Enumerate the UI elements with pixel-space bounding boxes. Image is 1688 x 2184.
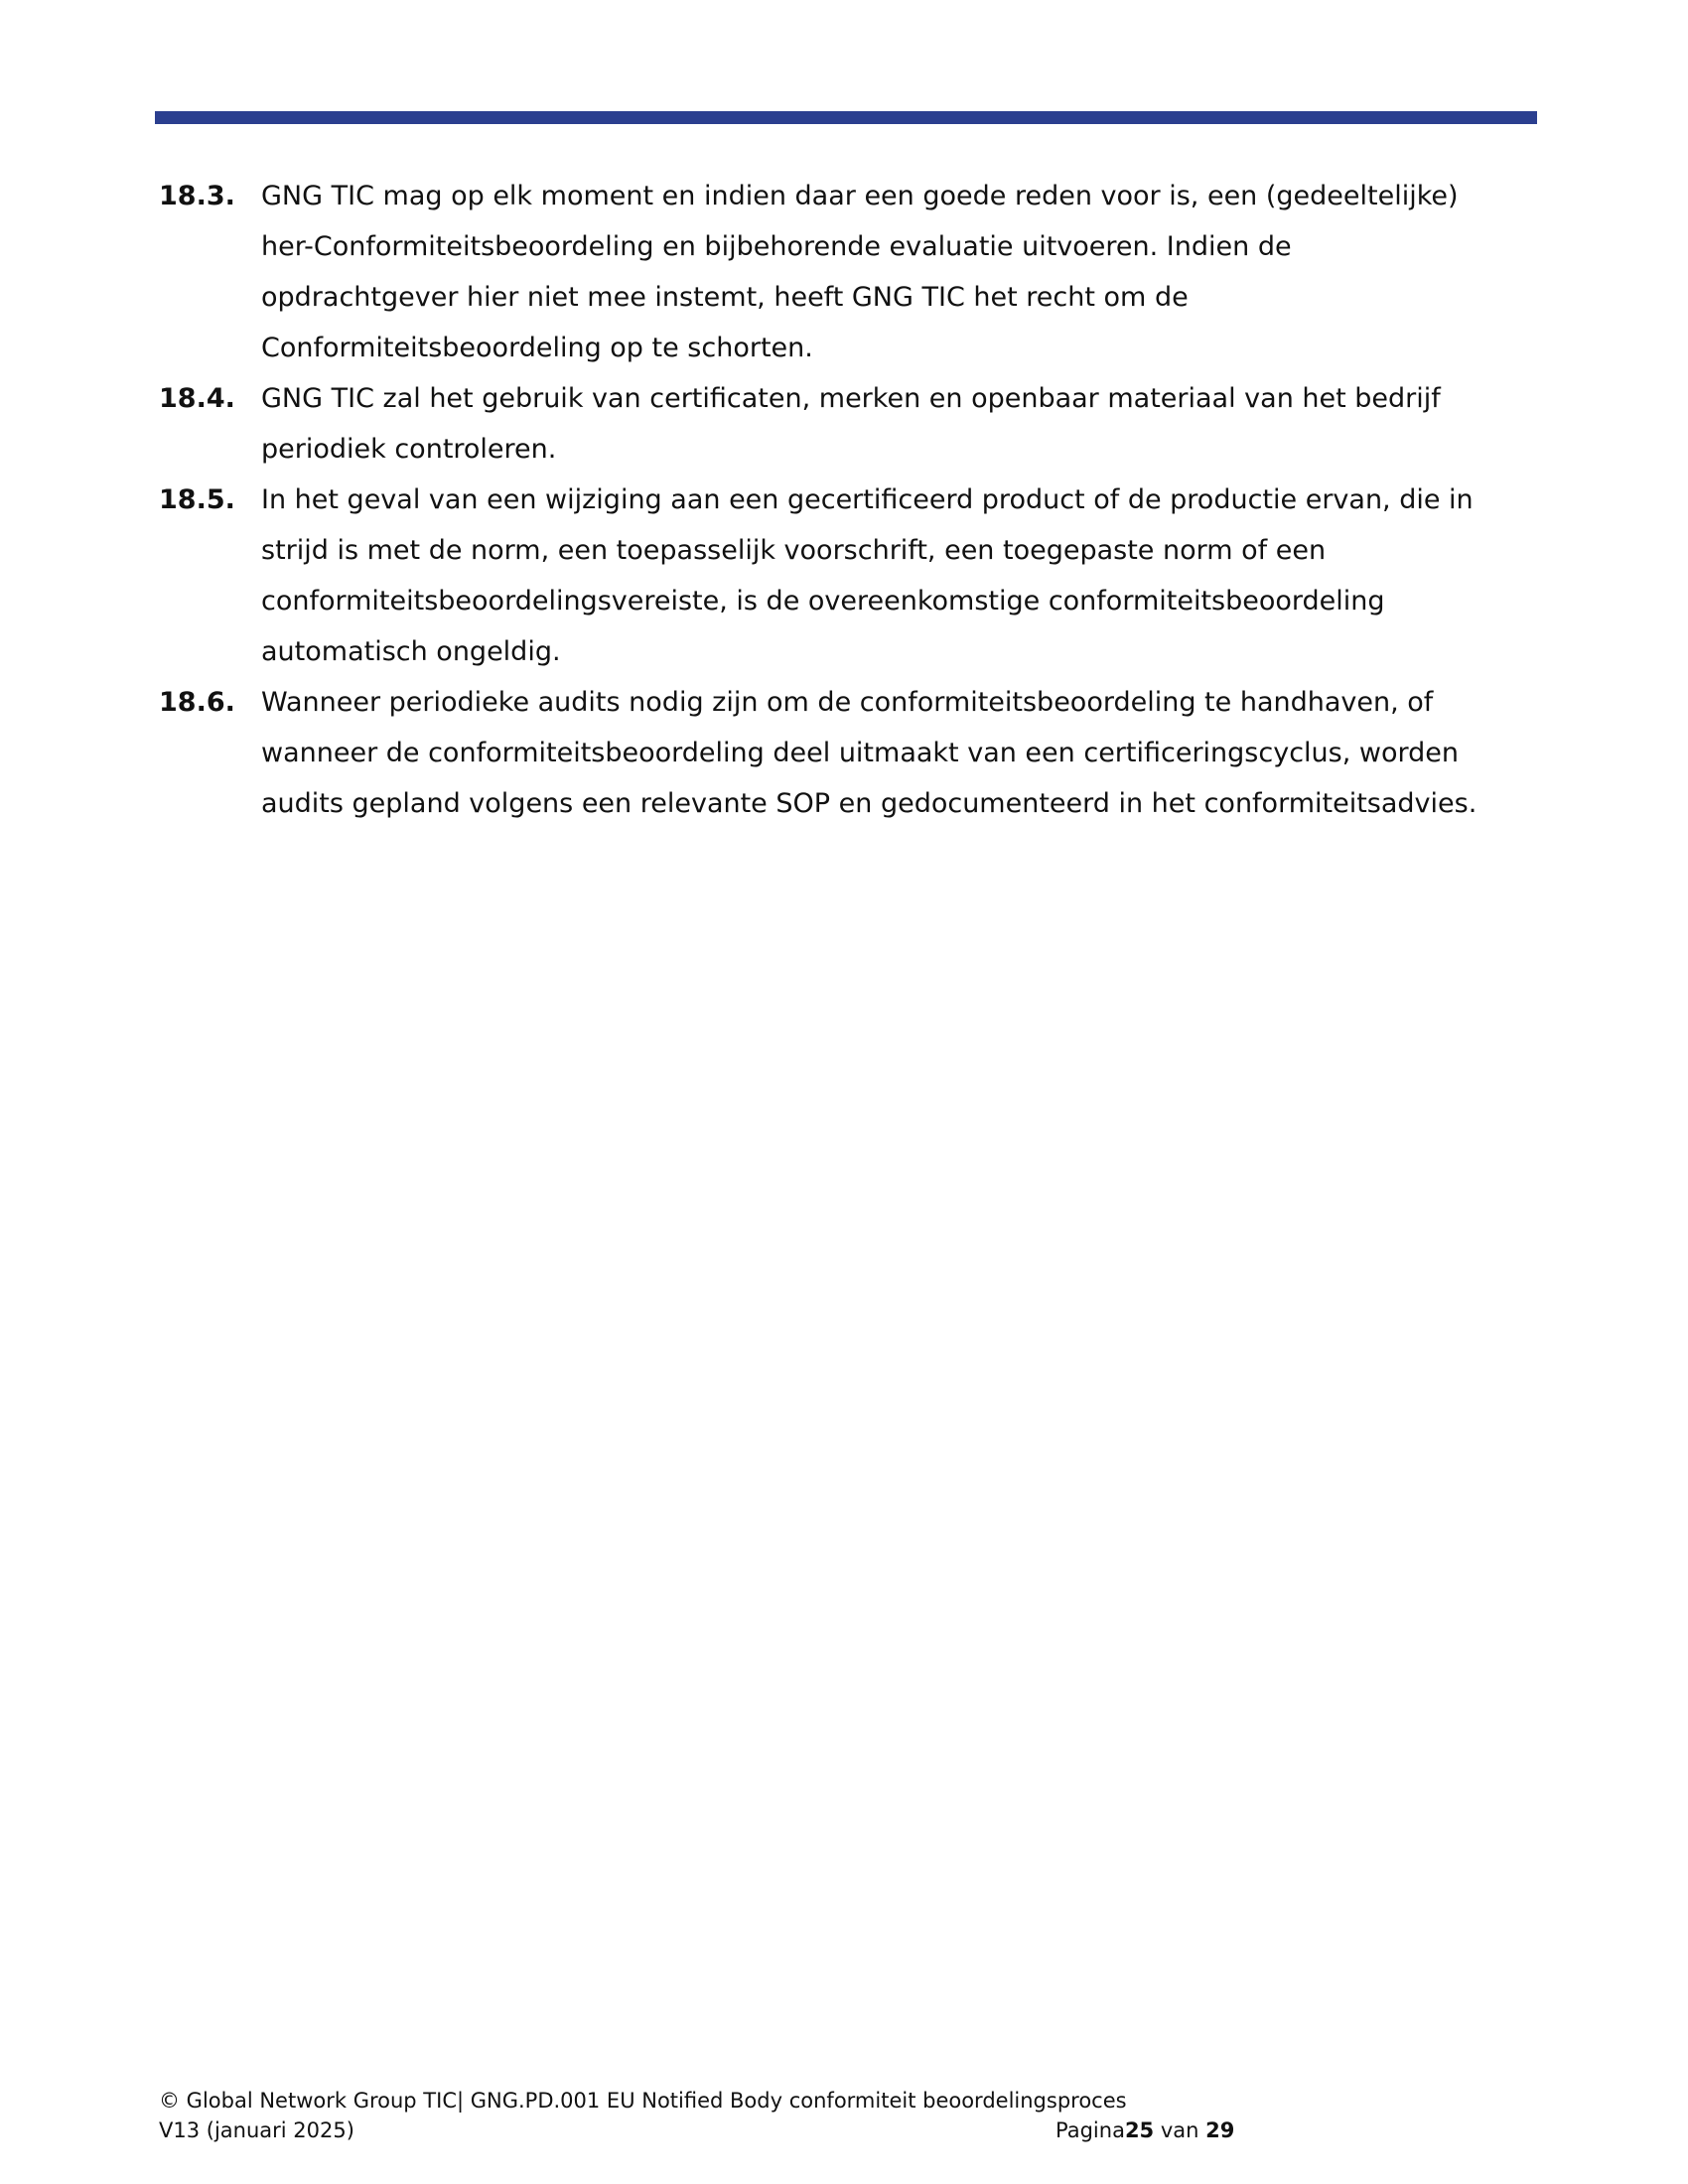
clause-number: 18.5.: [159, 484, 235, 515]
clause-text: [261, 677, 1549, 829]
clause-text: [261, 171, 1549, 373]
clause-18-3: [159, 171, 1549, 373]
footer-page-indicator: [1055, 2116, 1234, 2145]
clause-text: [261, 373, 1549, 475]
clause-18-5: [159, 475, 1549, 677]
clause-text-line: periodiek controleren.: [261, 434, 557, 465]
footer-page-total: 29: [1205, 2118, 1235, 2142]
clause-text-line: GNG TIC mag op elk moment en indien daar een goede reden voor is, een (gedeeltelijke): [261, 181, 1459, 211]
clause-18-4: [159, 373, 1549, 475]
clause-text-line: Wanneer periodieke audits nodig zijn om de conformiteitsbeoordeling te handhaven, of: [261, 687, 1434, 718]
clause-text-line: automatisch ongeldig.: [261, 636, 561, 667]
clause-text-line: strijd is met de norm, een toepasselijk voorschrift, een toegepaste norm of een: [261, 535, 1327, 566]
clause-text-line: audits gepland volgens een relevante SOP en gedocumenteerd in het conformiteitsadvies.: [261, 788, 1477, 819]
clause-18-6: [159, 677, 1549, 829]
clause-text-line: Conformiteitsbeoordeling op te schorten.: [261, 333, 813, 363]
clause-text-line: conformiteitsbeoordelingsvereiste, is de overeenkomstige conformiteitsbeoordeling: [261, 586, 1385, 616]
page-footer: [159, 2086, 1251, 2145]
clause-text: [261, 475, 1549, 677]
clause-number: 18.3.: [159, 181, 235, 211]
footer-page-of: van: [1154, 2118, 1206, 2142]
footer-page-number: 25: [1124, 2118, 1155, 2142]
footer-page-label: Pagina: [1055, 2118, 1125, 2142]
clause-text-line: opdrachtgever hier niet mee instemt, heeft GNG TIC het recht om de: [261, 282, 1189, 313]
clause-text-line: her-Conformiteitsbeoordeling en bijbehorende evaluatie uitvoeren. Indien de: [261, 231, 1292, 262]
footer-version: V13 (januari 2025): [159, 2118, 354, 2142]
clause-list: [159, 171, 1549, 829]
footer-version-row: [159, 2116, 1251, 2145]
clause-number: 18.6.: [159, 687, 235, 718]
header-rule: [155, 111, 1537, 124]
clause-text-line: wanneer de conformiteitsbeoordeling deel uitmaakt van een certificeringscyclus, worden: [261, 738, 1459, 768]
footer-copyright: © Global Network Group TIC| GNG.PD.001 EU Notified Body conformiteit beoordelingsproces: [159, 2089, 1127, 2113]
clause-text-line: GNG TIC zal het gebruik van certificaten, merken en openbaar materiaal van het bedrijf: [261, 383, 1441, 414]
clause-text-line: In het geval van een wijziging aan een gecertificeerd product of de productie ervan, die in: [261, 484, 1474, 515]
clause-number: 18.4.: [159, 383, 235, 414]
